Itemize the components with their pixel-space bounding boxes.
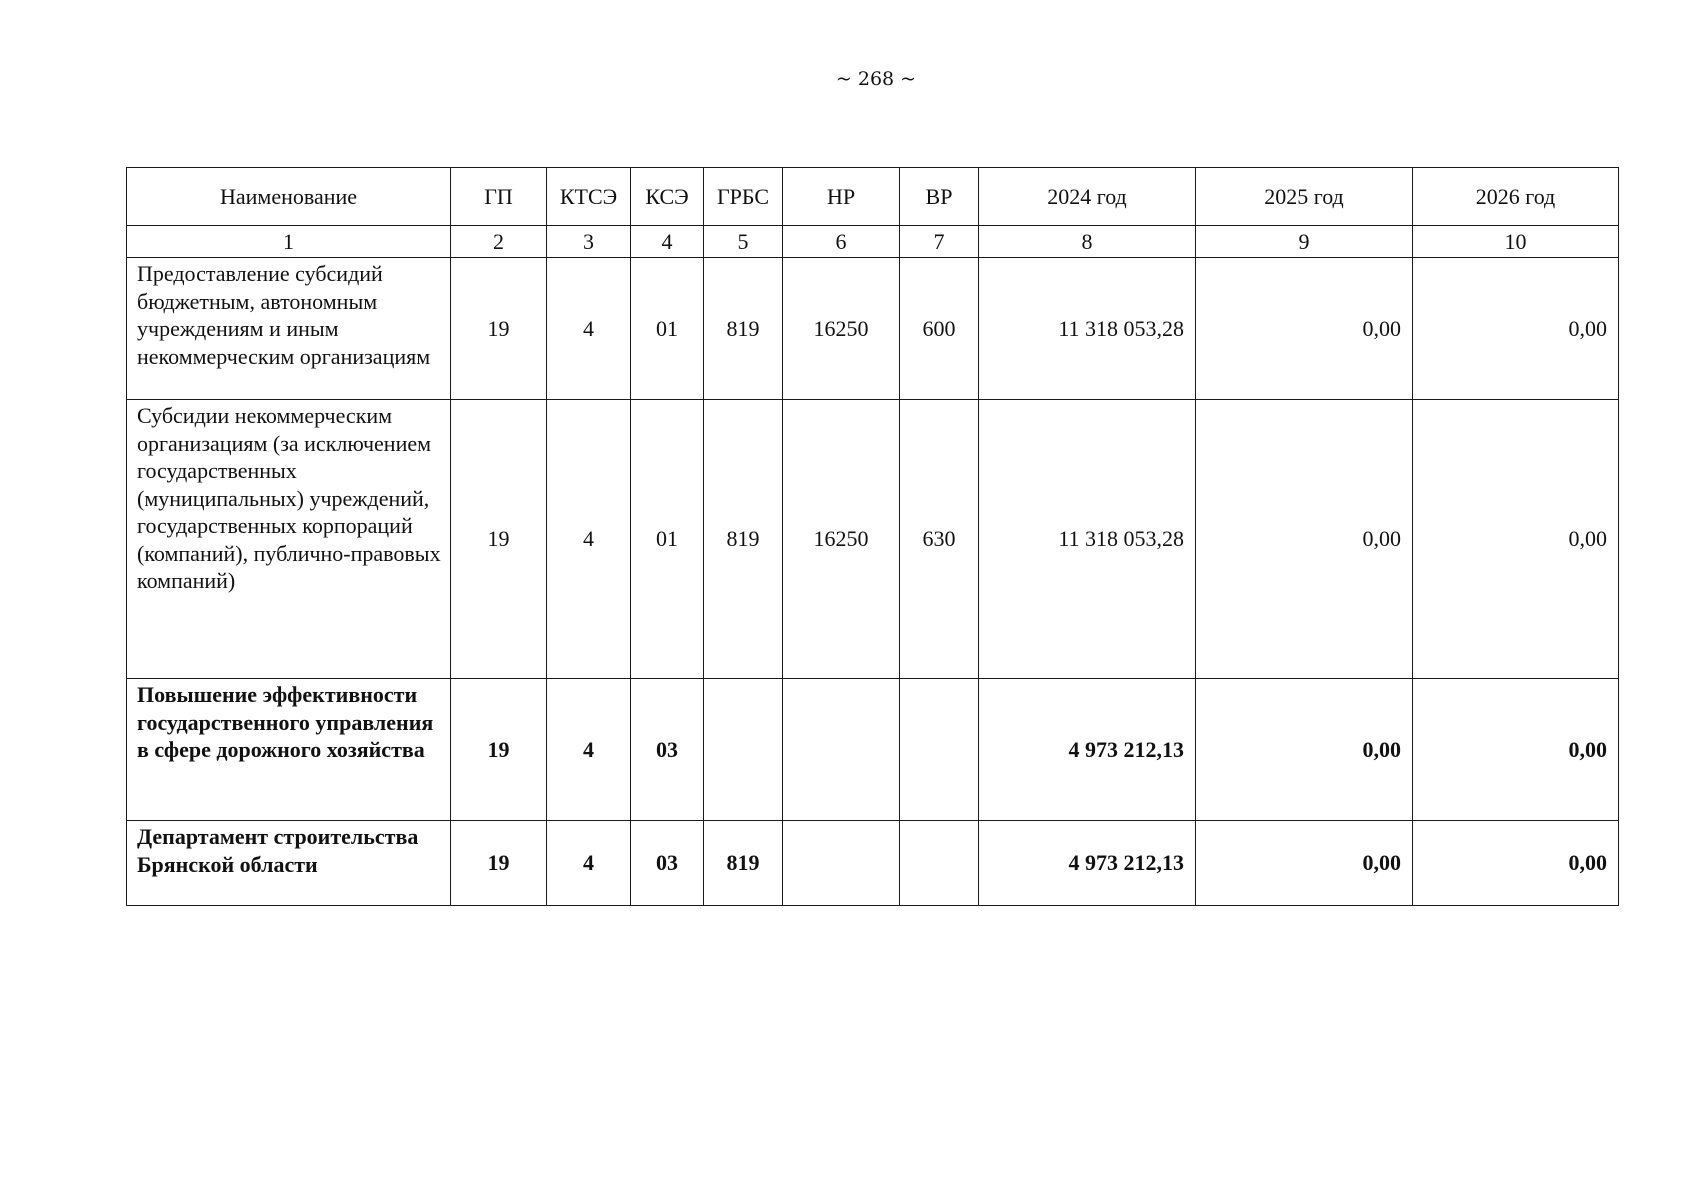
cell-2026: 0,00 bbox=[1413, 821, 1619, 906]
cell-2024: 4 973 212,13 bbox=[979, 679, 1196, 821]
cell-gp: 19 bbox=[451, 679, 547, 821]
column-number: 9 bbox=[1196, 226, 1413, 258]
cell-kse: 01 bbox=[631, 400, 704, 679]
cell-kse: 03 bbox=[631, 679, 704, 821]
cell-nr: 16250 bbox=[783, 400, 900, 679]
table-row bbox=[127, 258, 1619, 400]
header-2026: 2026 год bbox=[1413, 168, 1619, 226]
column-number: 8 bbox=[979, 226, 1196, 258]
header-2024: 2024 год bbox=[979, 168, 1196, 226]
cell-2025: 0,00 bbox=[1196, 258, 1413, 400]
row-name: Департамент строительства Брянской области bbox=[127, 821, 451, 906]
column-number: 10 bbox=[1413, 226, 1619, 258]
column-number: 2 bbox=[451, 226, 547, 258]
cell-vr: 600 bbox=[900, 258, 979, 400]
column-number: 1 bbox=[127, 226, 451, 258]
column-number: 5 bbox=[704, 226, 783, 258]
cell-gp: 19 bbox=[451, 821, 547, 906]
cell-gp: 19 bbox=[451, 258, 547, 400]
header-ktse: КТСЭ bbox=[547, 168, 631, 226]
cell-grbs: 819 bbox=[704, 258, 783, 400]
column-number-row bbox=[127, 226, 1619, 258]
cell-grbs: 819 bbox=[704, 821, 783, 906]
row-name: Повышение эффективности государственного управления в сфере дорожного хозяйства bbox=[127, 679, 451, 821]
column-number: 7 bbox=[900, 226, 979, 258]
cell-2024: 11 318 053,28 bbox=[979, 400, 1196, 679]
cell-nr: 16250 bbox=[783, 258, 900, 400]
cell-vr bbox=[900, 679, 979, 821]
header-kse: КСЭ bbox=[631, 168, 704, 226]
cell-ktse: 4 bbox=[547, 679, 631, 821]
row-name: Субсидии некоммерческим организациям (за исключением государственных (муниципальных) учреждений, государственных корпораций (компаний), публично-правовых компаний) bbox=[127, 400, 451, 679]
cell-2025: 0,00 bbox=[1196, 821, 1413, 906]
cell-nr bbox=[783, 821, 900, 906]
budget-table bbox=[126, 167, 1619, 906]
header-row bbox=[127, 168, 1619, 226]
cell-ktse: 4 bbox=[547, 821, 631, 906]
cell-2026: 0,00 bbox=[1413, 258, 1619, 400]
cell-grbs bbox=[704, 679, 783, 821]
table-row bbox=[127, 400, 1619, 679]
table-row bbox=[127, 821, 1619, 906]
header-gp: ГП bbox=[451, 168, 547, 226]
header-grbs: ГРБС bbox=[704, 168, 783, 226]
cell-2024: 11 318 053,28 bbox=[979, 258, 1196, 400]
page-number: ~ 268 ~ bbox=[835, 68, 917, 90]
cell-vr: 630 bbox=[900, 400, 979, 679]
header-name: Наименование bbox=[127, 168, 451, 226]
cell-gp: 19 bbox=[451, 400, 547, 679]
cell-grbs: 819 bbox=[704, 400, 783, 679]
header-nr: НР bbox=[783, 168, 900, 226]
cell-kse: 01 bbox=[631, 258, 704, 400]
header-2025: 2025 год bbox=[1196, 168, 1413, 226]
cell-vr bbox=[900, 821, 979, 906]
column-number: 6 bbox=[783, 226, 900, 258]
column-number: 4 bbox=[631, 226, 704, 258]
cell-kse: 03 bbox=[631, 821, 704, 906]
table-row bbox=[127, 679, 1619, 821]
cell-2025: 0,00 bbox=[1196, 400, 1413, 679]
cell-ktse: 4 bbox=[547, 400, 631, 679]
cell-2025: 0,00 bbox=[1196, 679, 1413, 821]
row-name: Предоставление субсидий бюджетным, автономным учреждениям и иным некоммерческим организациям bbox=[127, 258, 451, 400]
cell-ktse: 4 bbox=[547, 258, 631, 400]
cell-2024: 4 973 212,13 bbox=[979, 821, 1196, 906]
cell-2026: 0,00 bbox=[1413, 400, 1619, 679]
header-vr: ВР bbox=[900, 168, 979, 226]
cell-2026: 0,00 bbox=[1413, 679, 1619, 821]
column-number: 3 bbox=[547, 226, 631, 258]
cell-nr bbox=[783, 679, 900, 821]
